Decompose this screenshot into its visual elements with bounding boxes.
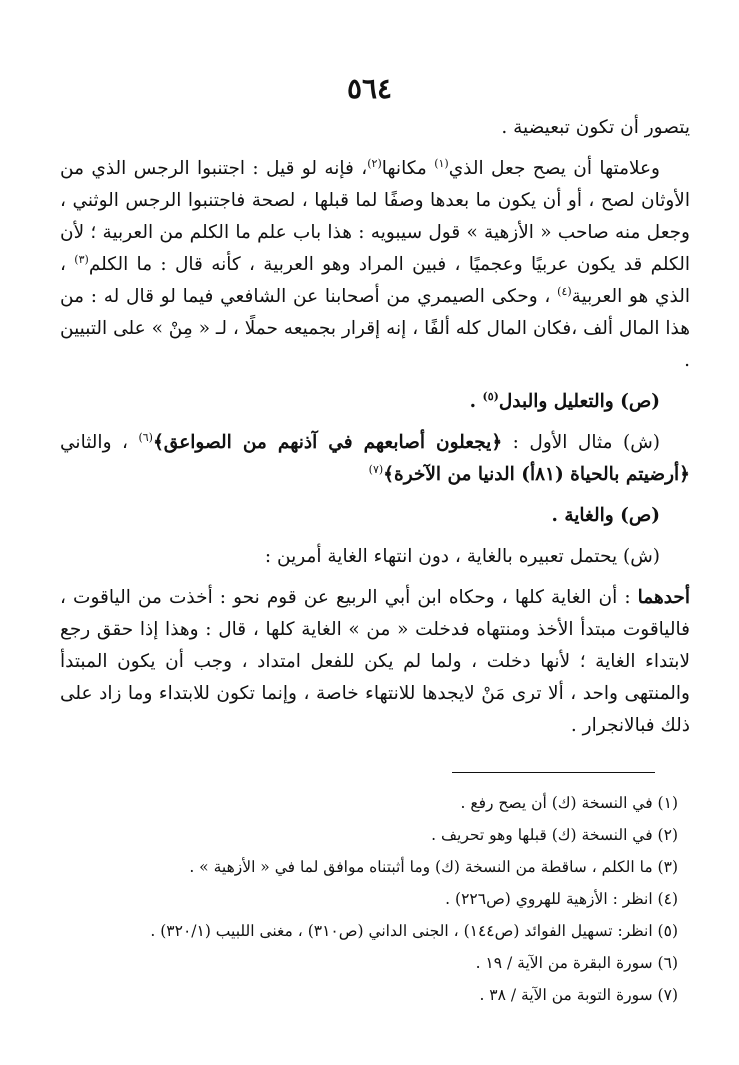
footnote-ref-1: (١) [434,156,449,170]
footnote-separator [452,772,655,773]
footnote-1: (١) في النسخة (ك) أن يصح رفع . [460,794,678,812]
footnote-5: (٥) انظر: تسهيل الفوائد (ص١٤٤) ، الجنى الداني (ص٣١٠) ، مغنى اللبيب (٣٢٠/١) . [150,922,678,940]
lead-word: أحدهما [637,587,690,608]
quran-quote-1: ﴿يجعلون أصابعهم في آذنهم من الصواعق﴾ [152,432,503,453]
footnote-4: (٤) انظر : الأزهية للهروي (ص٢٢٦) . [445,890,678,908]
text-segment: (ش) مثال الأول : [502,432,661,453]
footnote-7: (٧) سورة التوبة من الآية / ٣٨ . [479,986,678,1004]
footnote-ref-7: (٧) [368,462,384,476]
text-segment: مكانها [381,158,435,179]
paragraph-1: يتصور أن تكون تبعيضية . [501,117,690,138]
paragraph-examples [60,427,690,491]
footnote-ref-2: (٢) [367,156,382,170]
main-text [60,112,690,742]
page-number: ٥٦٤ [346,72,393,105]
heading-text: (ص) والتعليل والبدل [498,391,660,412]
text-segment: ، والثاني [60,432,139,453]
paragraph-first-meaning [60,582,690,742]
heading-taleel [60,386,690,418]
text-segment: ، فإنه لو قيل : اجتنبوا الرجس الذي من الأوثان لصح ، أو أن يكون ما بعدها وصفًا لما قبلها ، لصحة فاجتنبوا الرجس الوثني ، وجعل منه صاحب « الأزهية » قول سيبويه : هذا باب علم ما الكلم من العربية ؛ لأن الكلم قد يكون عربيًا وعجميًا ، فبين المراد وهو العربية ، كأنه قال : ما الكلم [60,158,690,275]
footnotes [60,787,680,1011]
text-segment: ، الذي هو العربية [60,254,690,307]
heading-ghaya: (ص) والغاية . [551,505,660,526]
paragraph-2 [60,153,690,377]
text-segment: وعلامتها أن يصح جعل الذي [448,158,660,179]
footnote-ref-5: (٥) [482,389,499,403]
footnote-ref-3: (٣) [74,252,89,266]
text-segment: ، وحكى الصيمري من أصحابنا عن الشافعي فيما لو قال له : من هذا المال ألف ،فكان المال كله ألفًا ، إنه إقرار بجميعه حملًا ، لـ « مِنْ » على التبيين . [60,286,690,371]
paragraph-ghaya-intro: (ش) يحتمل تعبيره بالغاية ، دون انتهاء الغاية أمرين : [264,546,660,567]
footnote-ref-4: (٤) [557,284,572,298]
text-segment: : أن الغاية كلها ، وحكاه ابن أبي الربيع عن قوم نحو : أخذت من الياقوت ، فالياقوت مبتدأ الأخذ ومنتهاه فدخلت « من » الغاية كلها ، قال : وهذا إذا حقق رجع لابتداء الغاية ؛ لأنها دخلت ، ولما لم يكن للفعل امتداد ، وجب أن يكون المبتدأ والمنتهى واحد ، ألا ترى مَنْ لايجدها للانتهاء خاصة ، وإنما تكون للابتداء وما زاد على ذلك فبالانجرار . [60,587,690,736]
footnote-ref-6: (٦) [138,430,153,444]
footnote-6: (٦) سورة البقرة من الآية / ١٩ . [475,954,678,972]
footnote-3: (٣) ما الكلم ، ساقطة من النسخة (ك) وما أثبتناه موافق لما في « الأزهية » . [189,858,678,876]
quran-quote-2: ﴿أرضيتم بالحياة (٨١أ) الدنيا من الآخرة﴾ [383,464,690,485]
heading-end: . [469,391,483,412]
footnote-2: (٢) في النسخة (ك) قبلها وهو تحريف . [431,826,678,844]
